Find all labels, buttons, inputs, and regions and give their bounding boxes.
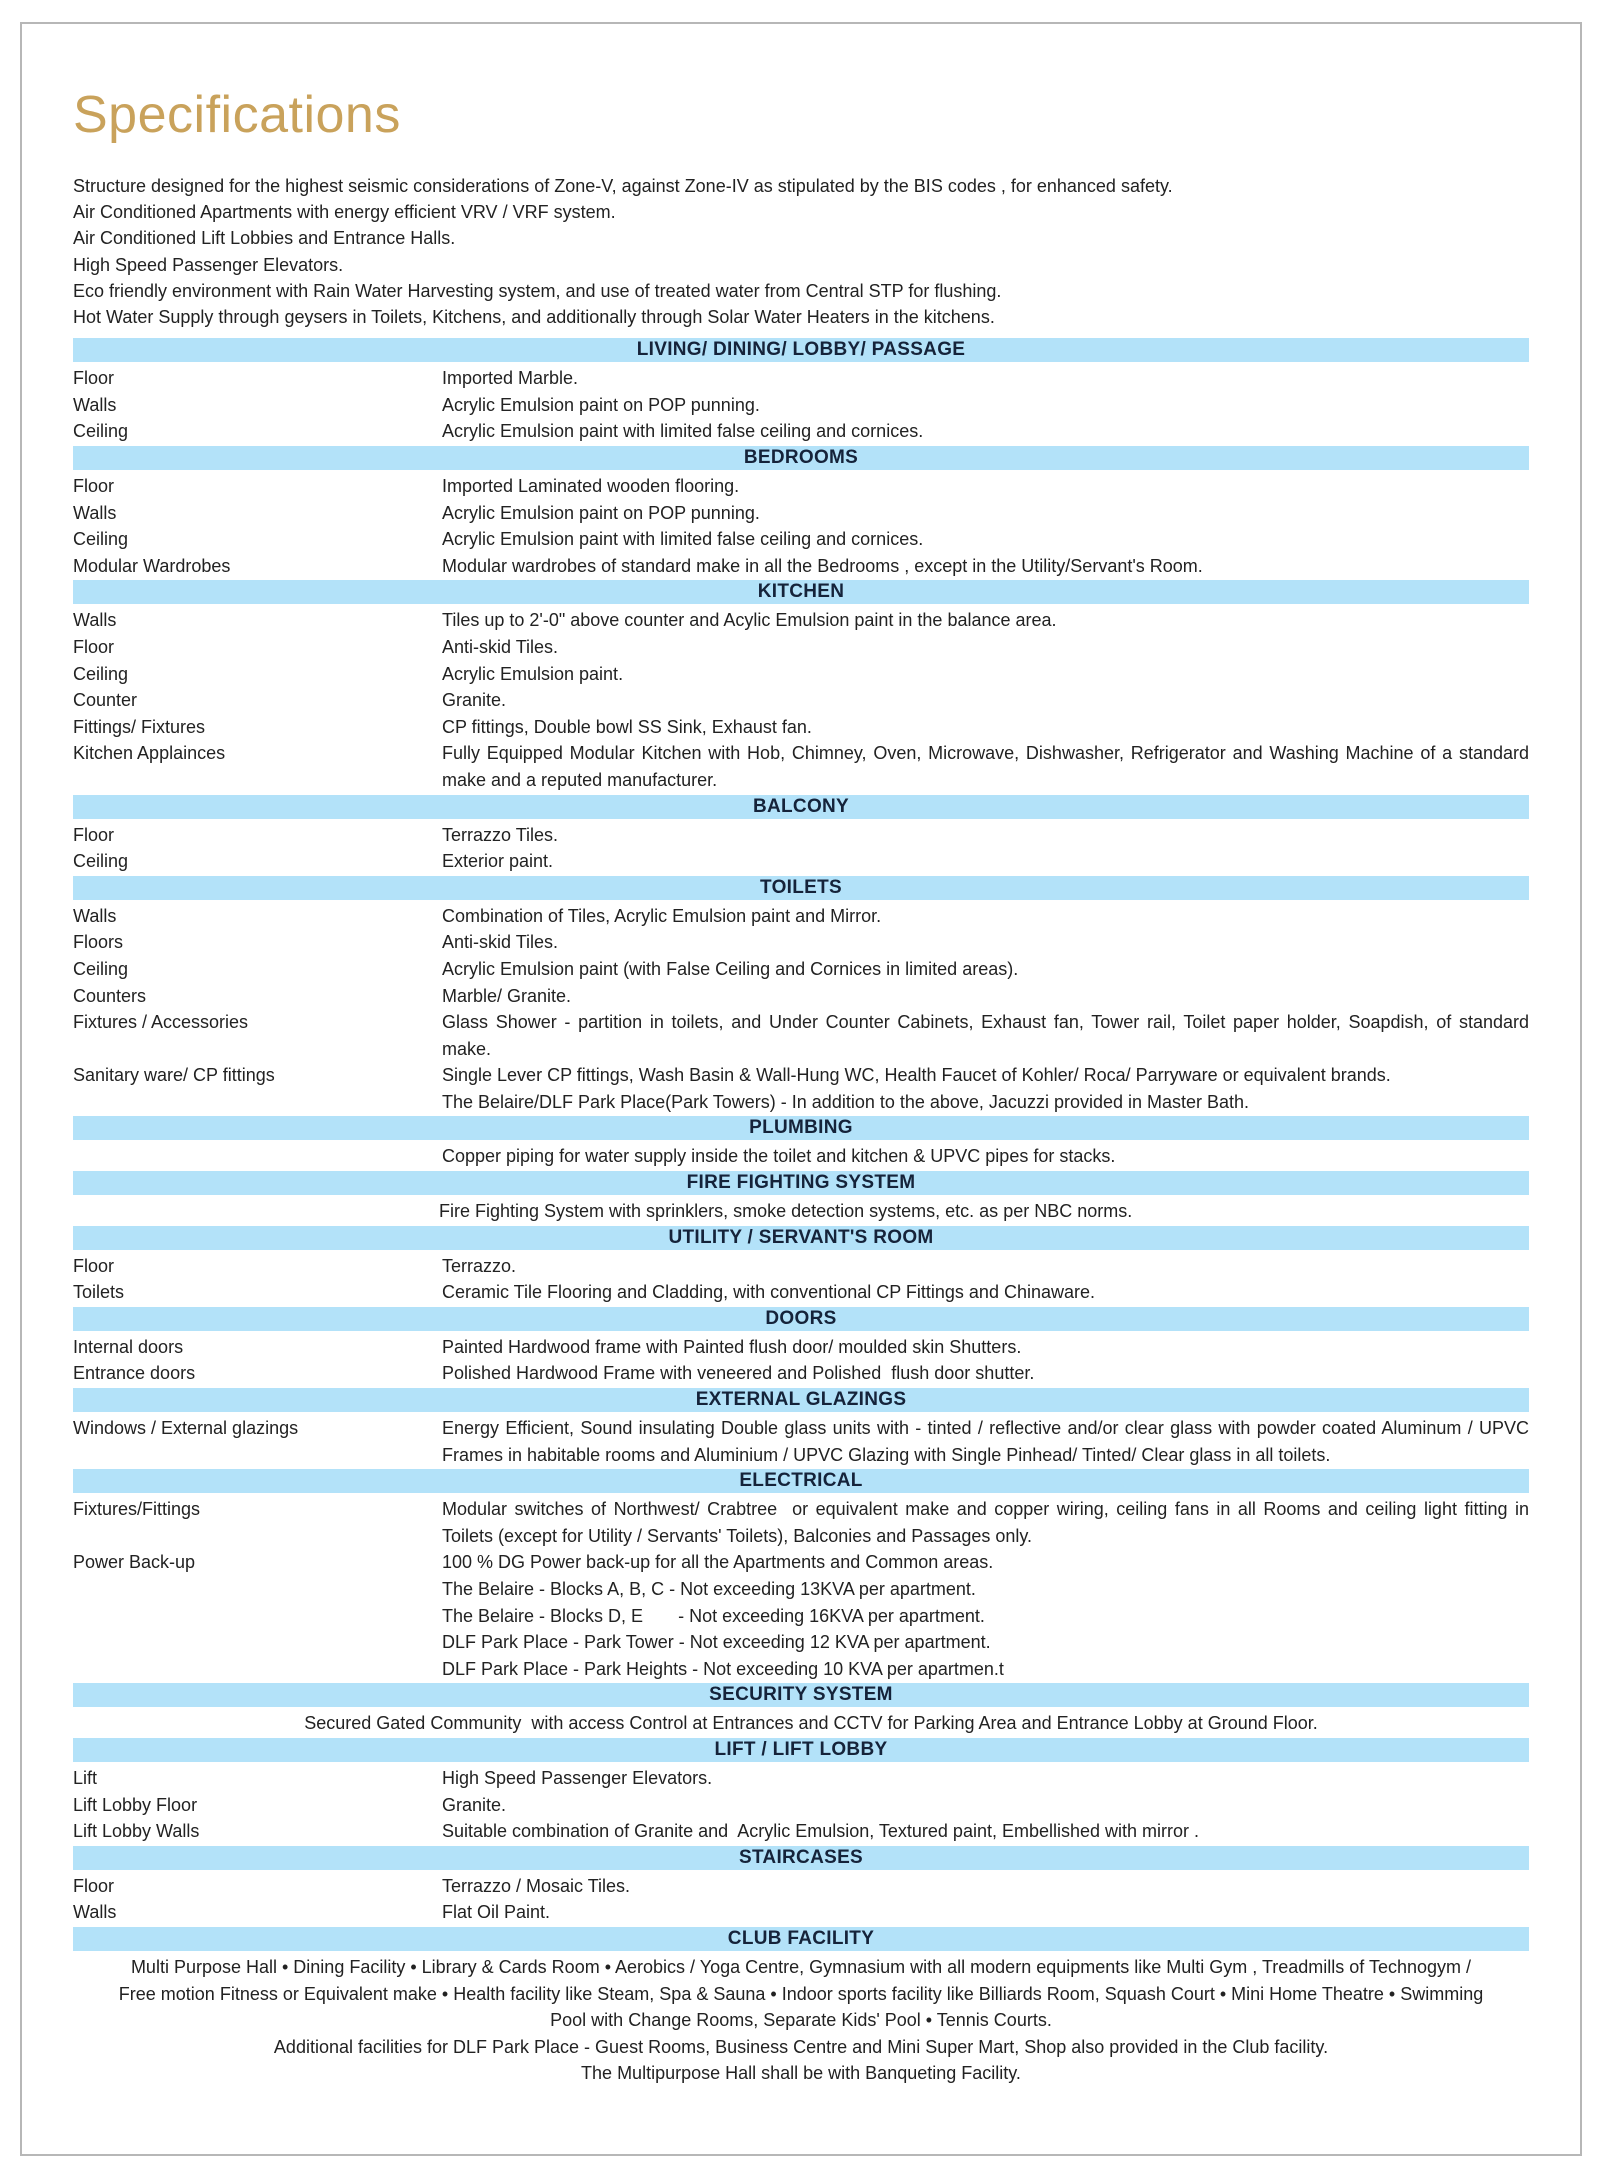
- spec-value: The Belaire/DLF Park Place(Park Towers) - In addition to the above, Jacuzzi provided in Master Bath.: [442, 1091, 1250, 1112]
- spec-section: [73, 1683, 1529, 1737]
- spec-row: [73, 1062, 1529, 1089]
- spec-label: Floor: [73, 1875, 115, 1896]
- spec-value: Suitable combination of Granite and Acrylic Emulsion, Textured paint, Embellished with mirror .: [442, 1821, 1200, 1842]
- spec-value: Modular wardrobes of standard make in all the Bedrooms , except in the Utility/Servant's Room.: [442, 555, 1203, 576]
- intro-block: [73, 173, 1529, 330]
- spec-label: Internal doors: [73, 1336, 184, 1357]
- spec-value: Acrylic Emulsion paint with limited false ceiling and cornices.: [442, 421, 924, 442]
- section-heading: TOILETS: [73, 876, 1529, 900]
- spec-label: [73, 1603, 442, 1630]
- spec-label: [73, 1576, 442, 1603]
- spec-value: Single Lever CP fittings, Wash Basin & Wall-Hung WC, Health Faucet of Kohler/ Roca/ Parryware or equivalent brands.: [442, 1065, 1391, 1086]
- spec-label: [73, 1089, 442, 1116]
- spec-label: Modular Wardrobes: [73, 555, 231, 576]
- spec-value: Energy Efficient, Sound insulating Double glass units with - tinted / reflective and/or clear glass with powder coated Aluminum / UPVC Frames in habitable rooms and Aluminium / UPVC Glazing with Single Pinhead/ Tinted/ Clear glass in all toilets.: [442, 1418, 1535, 1465]
- spec-label: Ceiling: [73, 421, 129, 442]
- spec-value: Tiles up to 2'-0" above counter and Acylic Emulsion paint in the balance area.: [442, 610, 1057, 631]
- spec-row: [73, 634, 1529, 661]
- spec-section: [73, 1116, 1529, 1170]
- section-heading: CLUB FACILITY: [73, 1927, 1529, 1951]
- spec-row: [73, 553, 1529, 580]
- spec-row: [73, 1334, 1529, 1361]
- spec-value: Acrylic Emulsion paint with limited false ceiling and cornices.: [442, 529, 924, 550]
- spec-value: Marble/ Granite.: [442, 985, 572, 1006]
- spec-row: [73, 1549, 1529, 1576]
- spec-row: [73, 848, 1529, 875]
- spec-row: [73, 1899, 1529, 1926]
- spec-row: [73, 1603, 1529, 1630]
- section-heading: PLUMBING: [73, 1116, 1529, 1140]
- intro-line: Eco friendly environment with Rain Water Harvesting system, and use of treated water from Central STP for flushing.: [73, 280, 1002, 301]
- spec-value: Granite.: [442, 690, 507, 711]
- section-heading: SECURITY SYSTEM: [73, 1683, 1529, 1707]
- spec-value: Polished Hardwood Frame with veneered and Polished flush door shutter.: [442, 1363, 1035, 1384]
- spec-row: [73, 1279, 1529, 1306]
- spec-label: Lift: [73, 1767, 98, 1788]
- spec-value: Acrylic Emulsion paint on POP punning.: [442, 394, 760, 415]
- spec-row: [73, 418, 1529, 445]
- spec-label: Lift Lobby Floor: [73, 1794, 198, 1815]
- spec-row: [73, 740, 1535, 793]
- spec-value: DLF Park Place - Park Tower - Not exceeding 12 KVA per apartment.: [442, 1632, 991, 1653]
- spec-label: Fixtures / Accessories: [73, 1012, 249, 1033]
- spec-section: [73, 580, 1535, 793]
- spec-section: [73, 876, 1535, 1116]
- spec-label: Ceiling: [73, 958, 129, 979]
- spec-row: [73, 1089, 1529, 1116]
- spec-row: [73, 1253, 1529, 1280]
- spec-value: Anti-skid Tiles.: [442, 636, 559, 657]
- spec-row: [73, 822, 1529, 849]
- spec-label: Kitchen Applainces: [73, 743, 226, 764]
- spec-section: [73, 1307, 1529, 1387]
- spec-row: [73, 1360, 1529, 1387]
- spec-value: Fire Fighting System with sprinklers, smoke detection systems, etc. as per NBC norms.: [439, 1201, 1133, 1222]
- spec-row: [73, 714, 1529, 741]
- section-heading: DOORS: [73, 1307, 1529, 1331]
- spec-label: Lift Lobby Walls: [73, 1821, 200, 1842]
- spec-row: [73, 1873, 1529, 1900]
- spec-row: [73, 473, 1529, 500]
- spec-row: [73, 607, 1529, 634]
- spec-value: Exterior paint.: [442, 851, 554, 872]
- section-heading: FIRE FIGHTING SYSTEM: [73, 1171, 1529, 1195]
- spec-row: [73, 687, 1529, 714]
- spec-value: Secured Gated Community with access Control at Entrances and CCTV for Parking Area and Entrance Lobby at Ground Floor.: [284, 1713, 1318, 1734]
- spec-label: Floor: [73, 368, 115, 389]
- spec-label: Floors: [73, 932, 124, 953]
- spec-section: [73, 338, 1529, 445]
- spec-document: [73, 85, 1535, 2087]
- spec-row: [73, 929, 1529, 956]
- spec-value: Imported Laminated wooden flooring.: [442, 476, 740, 496]
- spec-value: CP fittings, Double bowl SS Sink, Exhaust fan.: [442, 716, 812, 737]
- spec-section: [73, 1469, 1534, 1682]
- spec-label: [73, 1656, 442, 1683]
- spec-value: Modular switches of Northwest/ Crabtree or equivalent make and copper wiring, ceiling fans in all Rooms and ceiling light fitting in Toilets (except for Utility / Servants' Toilets), Balconies and Passages only.: [442, 1499, 1534, 1546]
- spec-row: [73, 1656, 1529, 1683]
- section-heading: LIVING/ DINING/ LOBBY/ PASSAGE: [73, 338, 1529, 362]
- spec-value: Combination of Tiles, Acrylic Emulsion paint and Mirror.: [442, 905, 882, 926]
- spec-label: Floor: [73, 636, 115, 657]
- spec-sections: [73, 338, 1535, 1926]
- club-facility-line: Multi Purpose Hall • Dining Facility • Library & Cards Room • Aerobics / Yoga Centre, Gymnasium with all modern equipments like Multi Gym , Treadmills of Technogym /: [130, 1956, 1472, 1977]
- spec-row: [73, 526, 1529, 553]
- spec-row: [73, 1818, 1529, 1845]
- section-heading: BEDROOMS: [73, 446, 1529, 470]
- spec-value: Glass Shower - partition in toilets, and Under Counter Cabinets, Exhaust fan, Tower rail, Toilet paper holder, Soapdish, of standard make.: [442, 1012, 1535, 1059]
- spec-row: [73, 1765, 1529, 1792]
- spec-value: High Speed Passenger Elevators.: [442, 1767, 713, 1788]
- spec-section: [73, 1846, 1529, 1926]
- intro-line: Air Conditioned Lift Lobbies and Entrance Halls.: [73, 228, 456, 249]
- club-facility-line: Free motion Fitness or Equivalent make • Health facility like Steam, Spa & Sauna • Indoor sports facility like Billiards Room, Squash Court • Mini Home Theatre • Swimming: [118, 1983, 1484, 2004]
- section-heading: STAIRCASES: [73, 1846, 1529, 1870]
- spec-row: [73, 903, 1529, 930]
- spec-label: Walls: [73, 905, 117, 926]
- spec-value: Copper piping for water supply inside the toilet and kitchen & UPVC pipes for stacks.: [442, 1146, 1116, 1167]
- spec-value: Imported Marble.: [442, 368, 579, 389]
- spec-label: Ceiling: [73, 529, 129, 550]
- spec-label: Entrance doors: [73, 1363, 196, 1384]
- spec-label: Ceiling: [73, 663, 129, 684]
- intro-line: Hot Water Supply through geysers in Toilets, Kitchens, and additionally through Solar Water Heaters in the kitchens.: [73, 307, 995, 328]
- spec-label: Floor: [73, 1255, 115, 1276]
- spec-label: Windows / External glazings: [73, 1418, 299, 1439]
- spec-label: Toilets: [73, 1282, 125, 1303]
- spec-section: [73, 1738, 1529, 1845]
- spec-section: [73, 1388, 1535, 1468]
- spec-label: [73, 1629, 442, 1656]
- spec-value: 100 % DG Power back-up for all the Apartments and Common areas.: [442, 1552, 994, 1573]
- spec-value: Ceramic Tile Flooring and Cladding, with conventional CP Fittings and Chinaware.: [442, 1282, 1096, 1303]
- spec-value: Terrazzo Tiles.: [442, 824, 559, 845]
- spec-value: Terrazzo / Mosaic Tiles.: [442, 1875, 631, 1896]
- spec-label: Walls: [73, 1902, 117, 1923]
- spec-row: [73, 392, 1529, 419]
- spec-section: [73, 795, 1529, 875]
- spec-section: [73, 446, 1529, 579]
- spec-row: [73, 1009, 1535, 1062]
- page-title: Specifications: [73, 86, 401, 144]
- spec-label: Walls: [73, 610, 117, 631]
- spec-value: Acrylic Emulsion paint on POP punning.: [442, 502, 760, 523]
- spec-value: The Belaire - Blocks A, B, C - Not exceeding 13KVA per apartment.: [442, 1579, 976, 1599]
- section-heading: BALCONY: [73, 795, 1529, 819]
- spec-label: Fixtures/Fittings: [73, 1499, 201, 1520]
- spec-label: Power Back-up: [73, 1552, 196, 1573]
- spec-row: [73, 983, 1529, 1010]
- club-facility-section: [73, 1927, 1529, 2087]
- spec-row: [73, 365, 1529, 392]
- spec-row: [73, 1576, 1529, 1603]
- spec-row: [73, 1415, 1535, 1468]
- section-heading: KITCHEN: [73, 580, 1529, 604]
- spec-label: Walls: [73, 394, 117, 415]
- spec-value: Granite.: [442, 1794, 507, 1815]
- section-heading: ELECTRICAL: [73, 1469, 1529, 1493]
- spec-value: Fully Equipped Modular Kitchen with Hob, Chimney, Oven, Microwave, Dishwasher, Refrigerator and Washing Machine of a standard make and a reputed manufacturer.: [442, 743, 1535, 790]
- intro-line: High Speed Passenger Elevators.: [73, 254, 344, 275]
- spec-row: [73, 1496, 1534, 1549]
- intro-line: Air Conditioned Apartments with energy efficient VRV / VRF system.: [73, 202, 616, 223]
- section-heading: UTILITY / SERVANT'S ROOM: [73, 1226, 1529, 1250]
- spec-row: [73, 500, 1529, 527]
- spec-value: The Belaire - Blocks D, E - Not exceeding 16KVA per apartment.: [442, 1605, 985, 1626]
- spec-value: Acrylic Emulsion paint.: [442, 663, 624, 684]
- spec-row: [73, 956, 1529, 983]
- spec-value: Flat Oil Paint.: [442, 1902, 551, 1923]
- club-facility-line: Pool with Change Rooms, Separate Kids' Pool • Tennis Courts.: [550, 2010, 1052, 2031]
- spec-label: Fittings/ Fixtures: [73, 716, 206, 737]
- intro-line: Structure designed for the highest seismic considerations of Zone-V, against Zone-IV as stipulated by the BIS codes , for enhanced safety.: [73, 176, 1173, 196]
- spec-value: Acrylic Emulsion paint (with False Ceiling and Cornices in limited areas).: [442, 958, 1019, 979]
- spec-row: [73, 1629, 1529, 1656]
- spec-label: Sanitary ware/ CP fittings: [73, 1065, 275, 1086]
- club-facility-line: Additional facilities for DLF Park Place - Guest Rooms, Business Centre and Mini Super Mart, Shop also provided in the Club facility.: [273, 2036, 1329, 2057]
- spec-label: Counter: [73, 690, 138, 711]
- spec-label: Ceiling: [73, 851, 129, 872]
- spec-label: Walls: [73, 502, 117, 523]
- spec-value: Painted Hardwood frame with Painted flush door/ moulded skin Shutters.: [442, 1336, 1022, 1357]
- section-heading: LIFT / LIFT LOBBY: [73, 1738, 1529, 1762]
- spec-label: Floor: [73, 476, 115, 496]
- spec-section: [73, 1171, 1529, 1225]
- spec-label: Counters: [73, 985, 147, 1006]
- spec-label: Floor: [73, 824, 115, 845]
- spec-row: [73, 1792, 1529, 1819]
- section-heading: EXTERNAL GLAZINGS: [73, 1388, 1529, 1412]
- spec-section: [73, 1226, 1529, 1306]
- spec-value: Anti-skid Tiles.: [442, 932, 559, 953]
- spec-value: Terrazzo.: [442, 1255, 517, 1276]
- spec-value: DLF Park Place - Park Heights - Not exceeding 10 KVA per apartmen.t: [442, 1658, 1004, 1679]
- club-facility-line: The Multipurpose Hall shall be with Banqueting Facility.: [581, 2063, 1021, 2084]
- spec-row: [73, 661, 1529, 688]
